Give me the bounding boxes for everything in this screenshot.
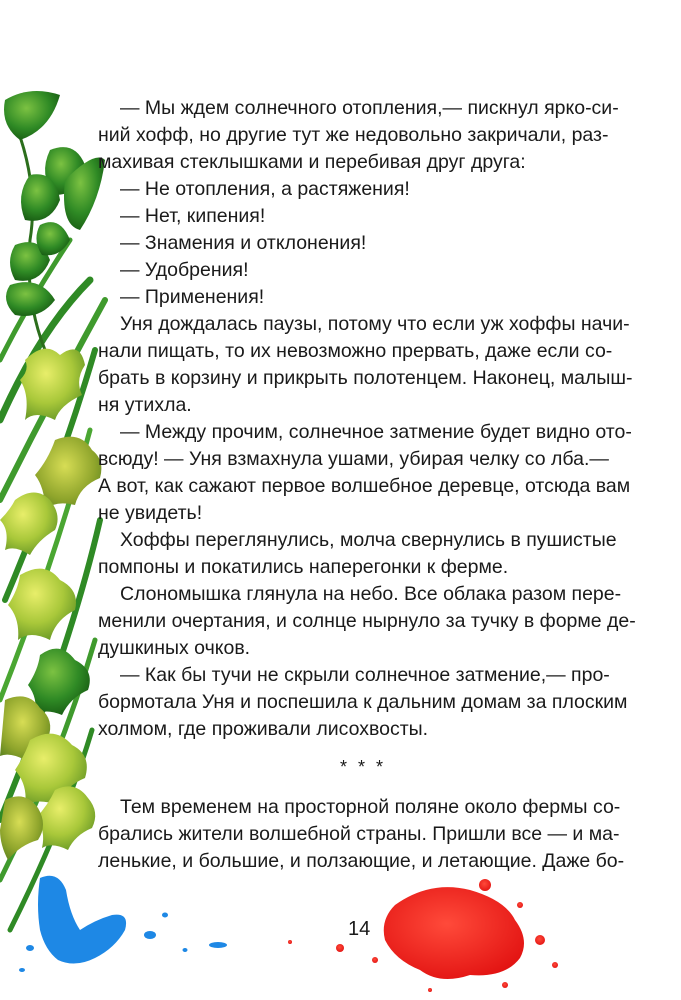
text-line: всюду! — Уня взмахнула ушами, убирая челку со лба.— bbox=[98, 448, 609, 470]
text-line: — Удобрения! bbox=[120, 259, 249, 281]
text-line: — Знамения и отклонения! bbox=[120, 232, 367, 254]
text-line: брались жители волшебной страны. Пришли все — и ма- bbox=[98, 823, 620, 845]
page-number: 14 bbox=[348, 918, 371, 940]
text-line: нали пищать, то их невозможно прервать, даже если со- bbox=[98, 340, 613, 362]
text-line: — Применения! bbox=[120, 286, 265, 308]
text-line: менили очертания, и солнце нырнуло за тучку в форме де- bbox=[98, 610, 636, 632]
text-line: Слономышка глянула на небо. Все облака разом пере- bbox=[120, 583, 622, 605]
text-line: ленькие, и большие, и ползающие, и летающие. Даже бо- bbox=[98, 850, 625, 872]
text-line: — Не отопления, а растяжения! bbox=[120, 178, 410, 200]
text-line: бормотала Уня и поспешила к дальним домам за плоским bbox=[98, 691, 628, 713]
text-line: ний хофф, но другие тут же недовольно закричали, раз- bbox=[98, 124, 609, 146]
text-line: — Нет, кипения! bbox=[120, 205, 266, 227]
text-line: ня утихла. bbox=[98, 394, 192, 416]
text-line: не увидеть! bbox=[98, 502, 203, 524]
text-line: Тем временем на просторной поляне около фермы со- bbox=[120, 796, 621, 818]
text-line: махивая стеклышками и перебивая друг друга: bbox=[98, 151, 526, 173]
text-line: А вот, как сажают первое волшебное деревце, отсюда вам bbox=[98, 475, 631, 497]
text-line: — Как бы тучи не скрыли солнечное затмение,— про- bbox=[120, 664, 610, 686]
section-separator: * * * bbox=[340, 757, 387, 777]
text-line: Уня дождалась паузы, потому что если уж хоффы начи- bbox=[120, 313, 630, 335]
text-line: брать в корзину и прикрыть полотенцем. Наконец, малыш- bbox=[98, 367, 633, 389]
text-line: — Мы ждем солнечного отопления,— пискнул ярко-си- bbox=[120, 97, 619, 119]
text-line: душкиных очков. bbox=[98, 637, 251, 659]
text-line: — Между прочим, солнечное затмение будет видно ото- bbox=[120, 421, 632, 443]
text-line: Хоффы переглянулись, молча свернулись в пушистые bbox=[120, 529, 617, 551]
text-line: помпоны и покатились наперегонки к ферме. bbox=[98, 556, 509, 578]
text-line: холмом, где проживали лисохвосты. bbox=[98, 718, 429, 740]
